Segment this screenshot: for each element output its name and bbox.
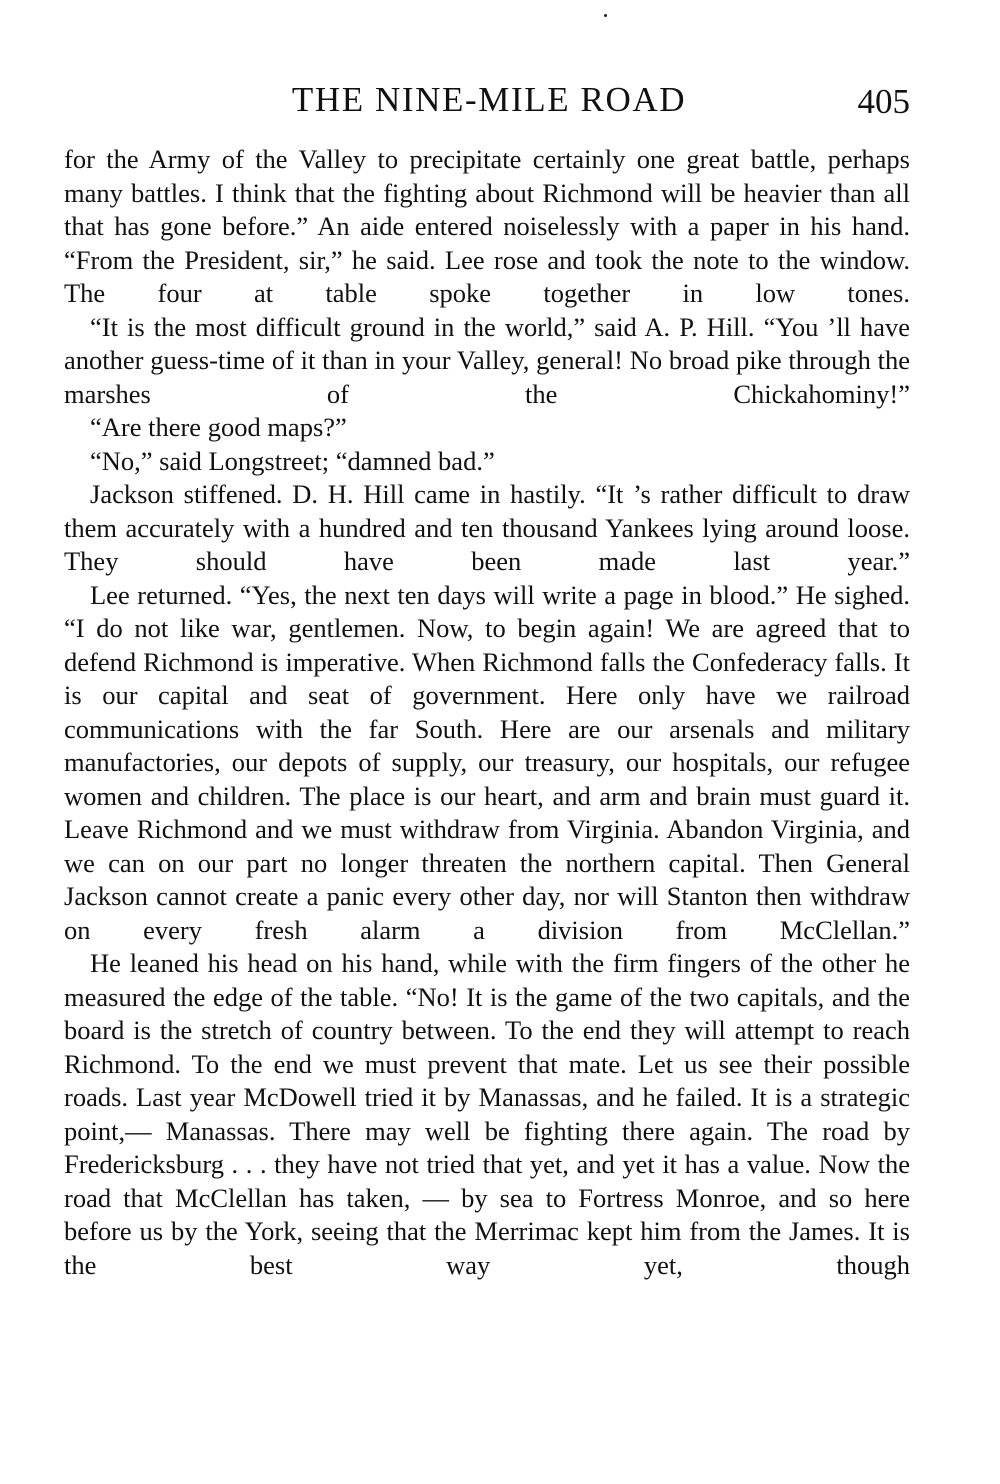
print-speck (604, 14, 607, 17)
paragraph-1: for the Army of the Valley to precipitate certainly one great battle, perhaps many battles. I think that the fighting about Richmond will be heavier than all that has gone before.” An aide entered noiselessly with a paper in his hand. “From the President, sir,” he said. Lee rose and took the note to the window. The four at table spoke together in low tones. (64, 144, 910, 308)
paragraph-7: He leaned his head on his hand, while with the firm fingers of the other he measured the edge of the table. “No! It is the game of the two capitals, and the board is the stretch of country between. To the end they will attempt to reach Richmond. To the end we must prevent that mate. Let us see their possible roads. Last year McDowell tried it by Manassas, and he failed. It is a strategic point,— Manassas. There may well be fighting there again. The road by Fredericksburg . . . they have not tried that yet, and yet it has a value. Now the road that McClellan has taken, — by sea to Fortress Monroe, and so here before us by the York, seeing that the Merrimac kept him from the James. It is the best way yet, though (64, 948, 910, 1280)
body-text (64, 143, 910, 1282)
running-title: THE NINE-MILE ROAD (291, 80, 687, 119)
paragraph-5: Jackson stiffened. D. H. Hill came in hastily. “It ’s rather difficult to draw them accurately with a hundred and ten thousand Yankees lying around loose. They should have been made last year.” (64, 479, 910, 576)
page-number: 405 (857, 82, 910, 121)
paragraph-6: Lee returned. “Yes, the next ten days will write a page in blood.” He sighed. “I do not like war, gentlemen. Now, to begin again! We are agreed that to defend Richmond is imperative. When Richmond falls the Confederacy falls. It is our capital and seat of government. Here only have we railroad communications with the far South. Here are our arsenals and military manufactories, our depots of supply, our treasury, our hospitals, our refugee women and children. The place is our heart, and arm and brain must guard it. Leave Richmond and we must withdraw from Virginia. Abandon Virginia, and we can on our part no longer threaten the northern capital. Then General Jackson cannot create a panic every other day, nor will Stanton then withdraw on every fresh alarm a division from McClellan.” (64, 579, 910, 945)
paragraph-4: “No,” said Longstreet; “damned bad.” (90, 445, 495, 476)
paragraph-3: “Are there good maps?” (90, 412, 347, 442)
paragraph-2: “It is the most difficult ground in the world,” said A. P. Hill. “You ’ll have another guess-time of it than in your Valley, general! No broad pike through the marshes of the Chickahominy!” (64, 311, 910, 409)
running-header (64, 80, 914, 124)
